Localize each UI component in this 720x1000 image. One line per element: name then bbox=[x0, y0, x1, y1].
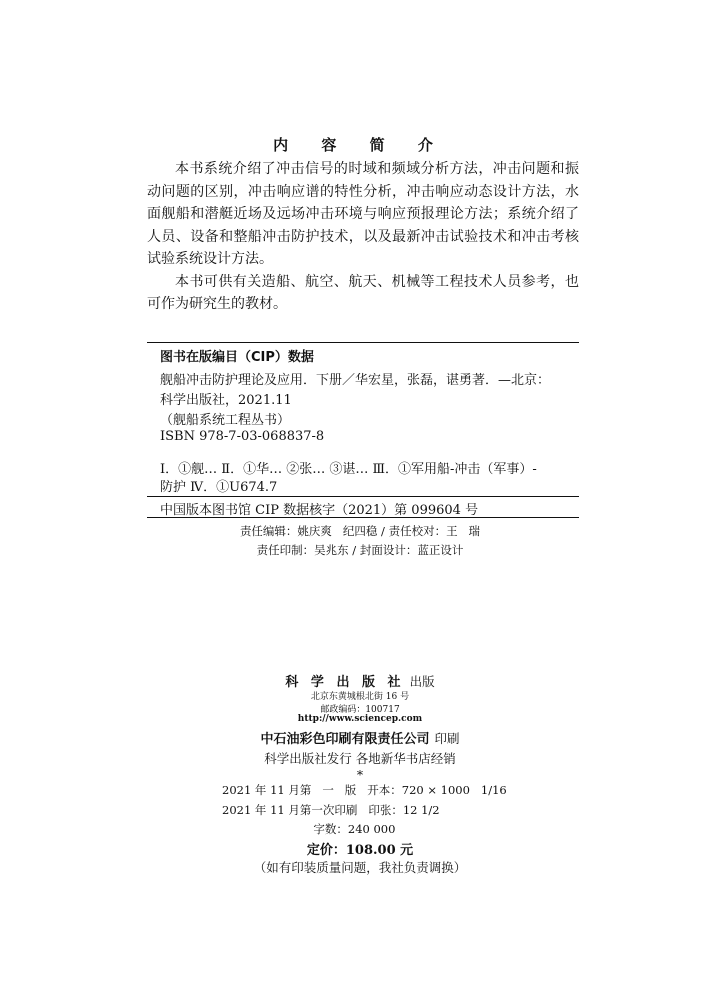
summary-paragraph-2: 本书可供有关造船、航空、航天、机械等工程技术人员参考，也可作为研究生的教材。 bbox=[147, 273, 579, 312]
quality-notice: （如有印装质量问题，我社负责调换） bbox=[253, 860, 467, 875]
printer-suffix: 印刷 bbox=[434, 731, 460, 746]
cip-rule-2 bbox=[147, 517, 579, 518]
cip-core-number: 中国版本图书馆 CIP 数据核字（2021）第 099604 号 bbox=[160, 503, 479, 518]
publisher-suffix: 出版 bbox=[409, 674, 435, 689]
publisher-name-logo: 科 学 出 版 社 bbox=[285, 675, 405, 690]
cip-isbn-line: ISBN 978-7-03-068837-8 bbox=[160, 429, 325, 444]
printing-line: 2021 年 11 月第一次印刷 印张：12 1/2 bbox=[222, 803, 440, 817]
price-label: 定价： bbox=[306, 843, 346, 858]
edition-line: 2021 年 11 月第 一 版 开本：720 × 1000 1/16 bbox=[222, 783, 507, 797]
printer-name: 中石油彩色印刷有限责任公司 bbox=[260, 732, 430, 747]
price-value: 108.00 元 bbox=[345, 843, 414, 858]
publisher-line bbox=[0, 671, 720, 690]
credits-editors: 责任编辑：姚庆爽 纪四稳 / 责任校对：王 瑞 bbox=[239, 524, 481, 538]
credits-print-design: 责任印制：吴兆东 / 封面设计：蓝正设计 bbox=[256, 543, 464, 557]
separator-star: * bbox=[356, 767, 364, 782]
price-line bbox=[0, 839, 720, 858]
cip-publisher-line: 科学出版社，2021.11 bbox=[160, 393, 292, 408]
publisher-url: http://www.sciencep.com bbox=[297, 714, 423, 724]
content-summary-title: 内 容 简 介 bbox=[273, 136, 447, 154]
cip-title-line: 舰船冲击防护理论及应用．下册／华宏星，张磊，谌勇著．—北京： bbox=[160, 373, 551, 388]
summary-paragraph-1: 本书系统介绍了冲击信号的时域和频域分析方法，冲击问题和振动问题的区别，冲击响应谱的特性分析，冲击响应动态设计方法，水面舰船和潜艇近场及远场冲击环境与响应预报理论方法；系统介绍了人员、设备和整船冲击防护技术，以及最新冲击试验技术和冲击考核试验系统设计方法。 bbox=[147, 161, 579, 267]
word-count-line: 字数：240 000 bbox=[222, 822, 396, 836]
cip-series-line: （舰船系统工程丛书） bbox=[160, 413, 291, 428]
content-summary bbox=[147, 158, 579, 316]
cip-classification-line-2: 防护 Ⅳ．①U674.7 bbox=[160, 480, 278, 495]
publisher-postcode: 邮政编码：100717 bbox=[320, 705, 400, 715]
cip-heading: 图书在版编目（CIP）数据 bbox=[160, 350, 314, 365]
cip-top-rule bbox=[147, 342, 579, 343]
printer-line bbox=[0, 728, 720, 747]
distribution-line: 科学出版社发行 各地新华书店经销 bbox=[264, 751, 456, 766]
publisher-address: 北京东黄城根北街 16 号 bbox=[310, 692, 410, 702]
cip-classification-line-1: Ⅰ．①舰… Ⅱ．①华… ②张… ③谌… Ⅲ．①军用船-冲击（军事）- bbox=[160, 462, 537, 477]
cip-rule-1 bbox=[147, 496, 579, 497]
